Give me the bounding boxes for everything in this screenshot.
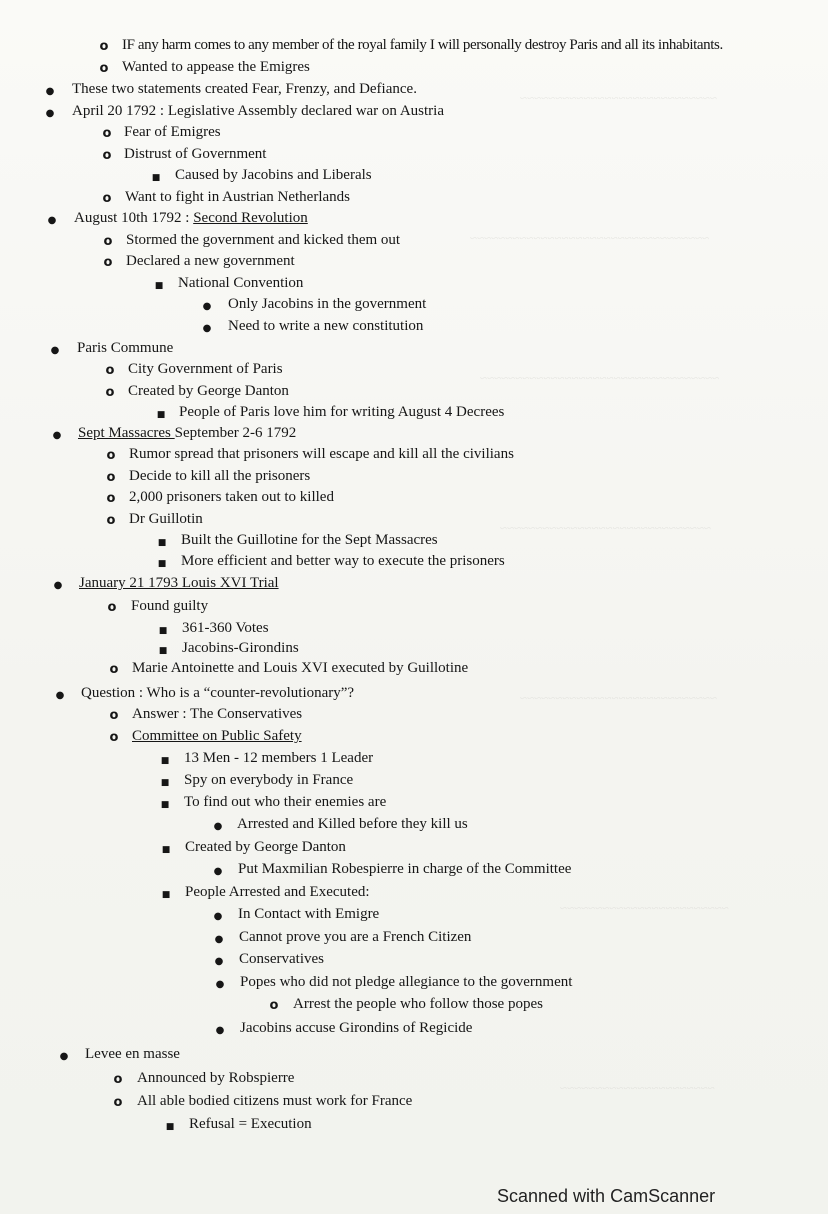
square-bullet-icon bbox=[160, 836, 172, 861]
note-text: People of Paris love him for writing August 4 Decrees bbox=[179, 404, 505, 420]
circle-bullet-icon bbox=[268, 993, 280, 1017]
note-text: Announced by Robspierre bbox=[137, 1070, 295, 1086]
note-text: Dr Guillotin bbox=[129, 511, 203, 527]
dot-bullet-icon bbox=[54, 682, 66, 707]
dot-bullet-icon bbox=[49, 337, 61, 362]
note-text bbox=[74, 207, 308, 229]
note-text: Question : Who is a “counter-revolutionary”? bbox=[81, 685, 355, 701]
dot-bullet-icon bbox=[214, 971, 226, 996]
dot-bullet-icon bbox=[201, 315, 213, 340]
circle-bullet-icon bbox=[105, 486, 117, 510]
circle-bullet-icon bbox=[106, 595, 118, 619]
bleed-through-text: ~~~~~~~~~~~~~~~~~~~~~~~~~~~~~~ bbox=[500, 520, 711, 535]
note-text: Built the Guillotine for the Sept Massacres bbox=[181, 532, 438, 548]
square-bullet-icon bbox=[164, 1113, 176, 1138]
circle-bullet-icon bbox=[104, 358, 116, 382]
note-text: Answer : The Conservatives bbox=[132, 706, 303, 722]
circle-bullet-icon bbox=[98, 56, 110, 80]
square-bullet-icon bbox=[160, 881, 172, 906]
note-text: 361-360 Votes bbox=[182, 620, 269, 636]
dot-bullet-icon bbox=[58, 1043, 70, 1068]
note-text: Arrest the people who follow those popes bbox=[293, 996, 543, 1012]
dot-bullet-icon bbox=[214, 1017, 226, 1042]
circle-bullet-icon bbox=[105, 443, 117, 467]
note-text: Marie Antoinette and Louis XVI executed by Guillotine bbox=[132, 660, 469, 676]
underlined-text: January 21 1793 Louis XVI Trial bbox=[79, 575, 279, 591]
note-text: Cannot prove you are a French Citizen bbox=[239, 929, 472, 945]
dot-bullet-icon bbox=[212, 813, 224, 838]
note-text: Popes who did not pledge allegiance to the government bbox=[240, 974, 573, 990]
dot-bullet-icon bbox=[212, 903, 224, 928]
note-text: Jacobins-Girondins bbox=[182, 640, 299, 656]
note-text: People Arrested and Executed: bbox=[185, 884, 370, 900]
note-text: 2,000 prisoners taken out to killed bbox=[129, 489, 334, 505]
note-text: City Government of Paris bbox=[128, 361, 283, 377]
circle-bullet-icon bbox=[102, 250, 114, 274]
note-text: Arrested and Killed before they kill us bbox=[237, 816, 468, 832]
note-text: Want to fight in Austrian Netherlands bbox=[125, 189, 350, 205]
circle-bullet-icon bbox=[104, 380, 116, 404]
bleed-through-text: ~~~~~~~~~~~~~~~~~~~~~~ bbox=[560, 1080, 715, 1095]
note-text: Fear of Emigres bbox=[124, 124, 221, 140]
note-text: Found guilty bbox=[131, 598, 209, 614]
note-text: Stormed the government and kicked them out bbox=[126, 232, 401, 248]
note-text: Rumor spread that prisoners will escape and kill all the civilians bbox=[129, 446, 514, 462]
bleed-through-text: ~~~~~~~~~~~~~~~~~~~~~~~~~~~~~~~~~~ bbox=[480, 370, 720, 385]
dot-bullet-icon bbox=[212, 858, 224, 883]
note-text: Created by George Danton bbox=[128, 383, 289, 399]
note-text: Jacobins accuse Girondins of Regicide bbox=[240, 1020, 473, 1036]
note-text: Need to write a new constitution bbox=[228, 318, 424, 334]
note-text: Conservatives bbox=[239, 951, 324, 967]
scanner-watermark: Scanned with CamScanner bbox=[497, 1186, 716, 1206]
note-text: Caused by Jacobins and Liberals bbox=[175, 167, 372, 183]
note-text: More efficient and better way to execute the prisoners bbox=[181, 553, 505, 569]
bleed-through-text: ~~~~~~~~~~~~~~~~~~~~~~~~ bbox=[560, 900, 729, 915]
note-text-part: August 10th 1792 : bbox=[74, 210, 194, 226]
note-text: Distrust of Government bbox=[124, 146, 267, 162]
note-text bbox=[78, 422, 296, 444]
bleed-through-text: ~~~~~~~~~~~~~~~~~~~~~~~~~~~~ bbox=[520, 90, 717, 105]
note-text: Created by George Danton bbox=[185, 839, 346, 855]
underlined-text: Committee on Public Safety bbox=[132, 728, 302, 744]
square-bullet-icon bbox=[153, 272, 165, 297]
circle-bullet-icon bbox=[101, 143, 113, 167]
underlined-text: Sept Massacres bbox=[78, 425, 175, 441]
note-text: April 20 1792 : Legislative Assembly declared war on Austria bbox=[72, 103, 445, 119]
dot-bullet-icon bbox=[52, 572, 64, 597]
dot-bullet-icon bbox=[213, 948, 225, 973]
circle-bullet-icon bbox=[112, 1090, 124, 1114]
note-text: All able bodied citizens must work for France bbox=[137, 1093, 413, 1109]
note-text: IF any harm comes to any member of the royal family I will personally destroy Paris and all its inhabitants. bbox=[122, 37, 723, 53]
dot-bullet-icon bbox=[46, 207, 58, 232]
bleed-through-text: ~~~~~~~~~~~~~~~~~~~~~~~~~~~~~~~~~~ bbox=[470, 230, 710, 245]
circle-bullet-icon bbox=[108, 703, 120, 727]
note-text: Levee en masse bbox=[85, 1046, 180, 1062]
note-text: Spy on everybody in France bbox=[184, 772, 354, 788]
dot-bullet-icon bbox=[44, 100, 56, 125]
underlined-text: Second Revolution bbox=[193, 210, 308, 226]
note-text-part: September 2-6 1792 bbox=[174, 425, 297, 441]
note-text: National Convention bbox=[178, 275, 304, 291]
note-text: In Contact with Emigre bbox=[238, 906, 380, 922]
note-text: Only Jacobins in the government bbox=[228, 296, 427, 312]
note-text: Paris Commune bbox=[77, 340, 174, 356]
note-text: Decide to kill all the prisoners bbox=[129, 468, 311, 484]
circle-bullet-icon bbox=[101, 121, 113, 145]
bleed-through-text: ~~~~~~~~~~~~~~~~~~~~~~~~~~~~ bbox=[520, 690, 717, 705]
note-text: Put Maxmilian Robespierre in charge of the Committee bbox=[238, 861, 572, 877]
note-text: Wanted to appease the Emigres bbox=[122, 59, 310, 75]
circle-bullet-icon bbox=[108, 657, 120, 681]
circle-bullet-icon bbox=[112, 1067, 124, 1091]
circle-bullet-icon bbox=[108, 725, 120, 749]
square-bullet-icon bbox=[159, 791, 171, 816]
note-text: Refusal = Execution bbox=[189, 1116, 312, 1132]
circle-bullet-icon bbox=[105, 508, 117, 532]
note-text: Declared a new government bbox=[126, 253, 295, 269]
note-text: 13 Men - 12 members 1 Leader bbox=[184, 750, 374, 766]
note-text: To find out who their enemies are bbox=[184, 794, 387, 810]
dot-bullet-icon bbox=[51, 422, 63, 447]
circle-bullet-icon bbox=[98, 34, 110, 58]
note-text: These two statements created Fear, Frenzy, and Defiance. bbox=[72, 81, 417, 97]
